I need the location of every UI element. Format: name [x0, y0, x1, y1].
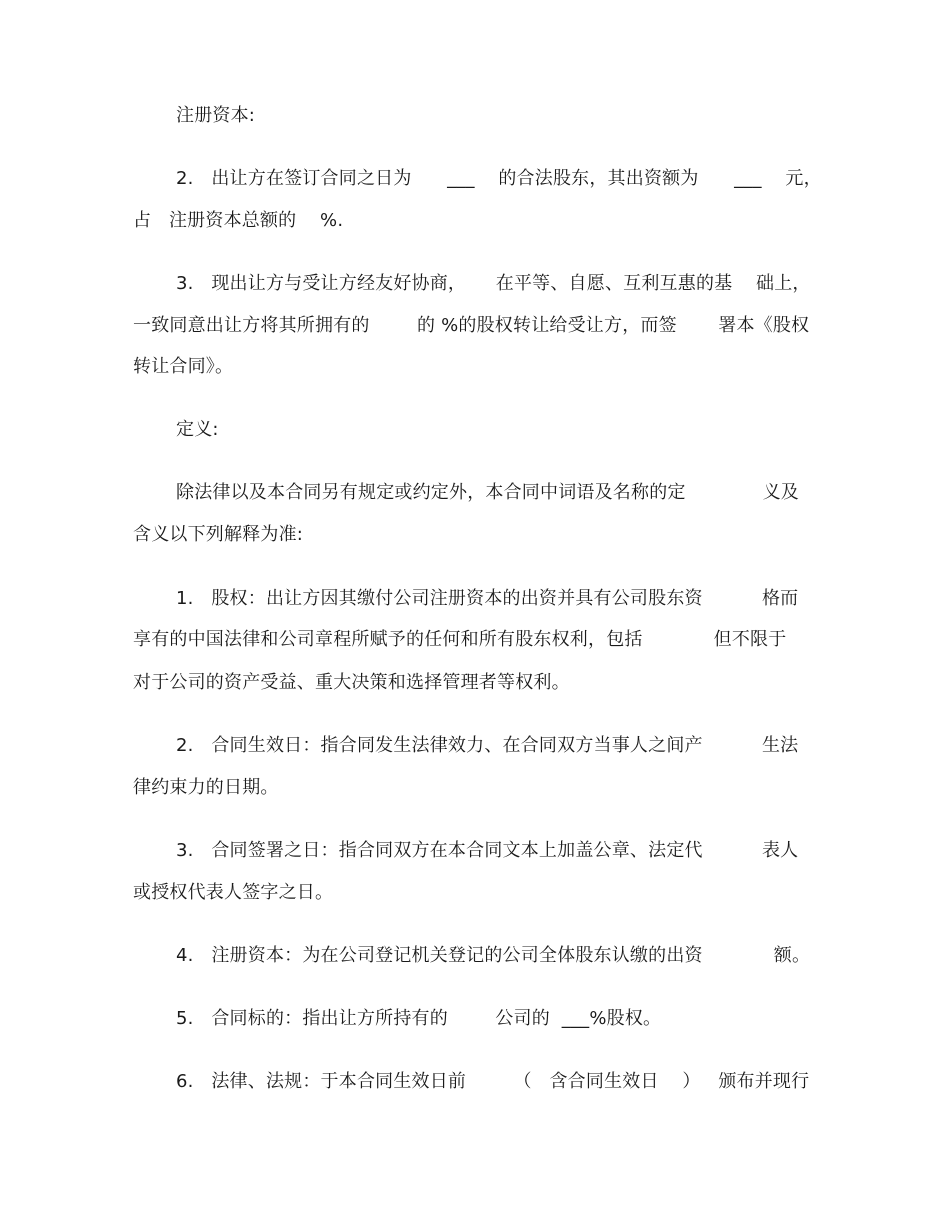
- paragraph-line: 2. 合同生效日：指合同发生法律效力、在合同双方当事人之间产 生法: [176, 735, 799, 756]
- paragraph-line: 对于公司的资产受益、重大决策和选择管理者等权利。: [133, 672, 570, 693]
- paragraph-line: 享有的中国法律和公司章程所赋予的任何和所有股东权利，包括 但不限于: [133, 629, 787, 650]
- paragraph-line: 5. 合同标的：指出让方所持有的 公司的 ___%股权。: [176, 1008, 662, 1029]
- paragraph-line: 占 注册资本总额的 %.: [133, 210, 344, 231]
- paragraph-line: 一致同意出让方将其所拥有的 的 %的股权转让给受让方，而签 署本《股权: [133, 315, 810, 336]
- paragraph-line: 3. 现出让方与受让方经友好协商， 在平等、自愿、互利互惠的基 础上，: [176, 273, 811, 294]
- paragraph-line: 转让合同》。: [133, 356, 234, 377]
- section-heading-definitions: 定义:: [176, 419, 219, 440]
- paragraph-line: 6. 法律、法规：于本合同生效日前 （ 含合同生效日 ） 颁布并现行: [176, 1071, 810, 1092]
- paragraph-line: 3. 合同签署之日：指合同双方在本合同文本上加盖公章、法定代 表人: [176, 840, 799, 861]
- paragraph-line: 1. 股权：出让方因其缴付公司注册资本的出资并具有公司股东资 格而: [176, 588, 799, 609]
- paragraph-line: 2. 出让方在签订合同之日为 ___ 的合法股东，其出资额为 ___ 元，: [176, 168, 822, 189]
- paragraph-line: 含义以下列解释为准:: [133, 524, 304, 545]
- paragraph-line: 或授权代表人签字之日。: [133, 882, 334, 903]
- paragraph-line: 4. 注册资本：为在公司登记机关登记的公司全体股东认缴的出资 额。: [176, 945, 811, 966]
- paragraph-line: 律约束力的日期。: [133, 777, 279, 798]
- paragraph-line: 除法律以及本合同另有规定或约定外，本合同中词语及名称的定 义及: [176, 482, 799, 503]
- section-heading-registered-capital: 注册资本:: [176, 105, 256, 126]
